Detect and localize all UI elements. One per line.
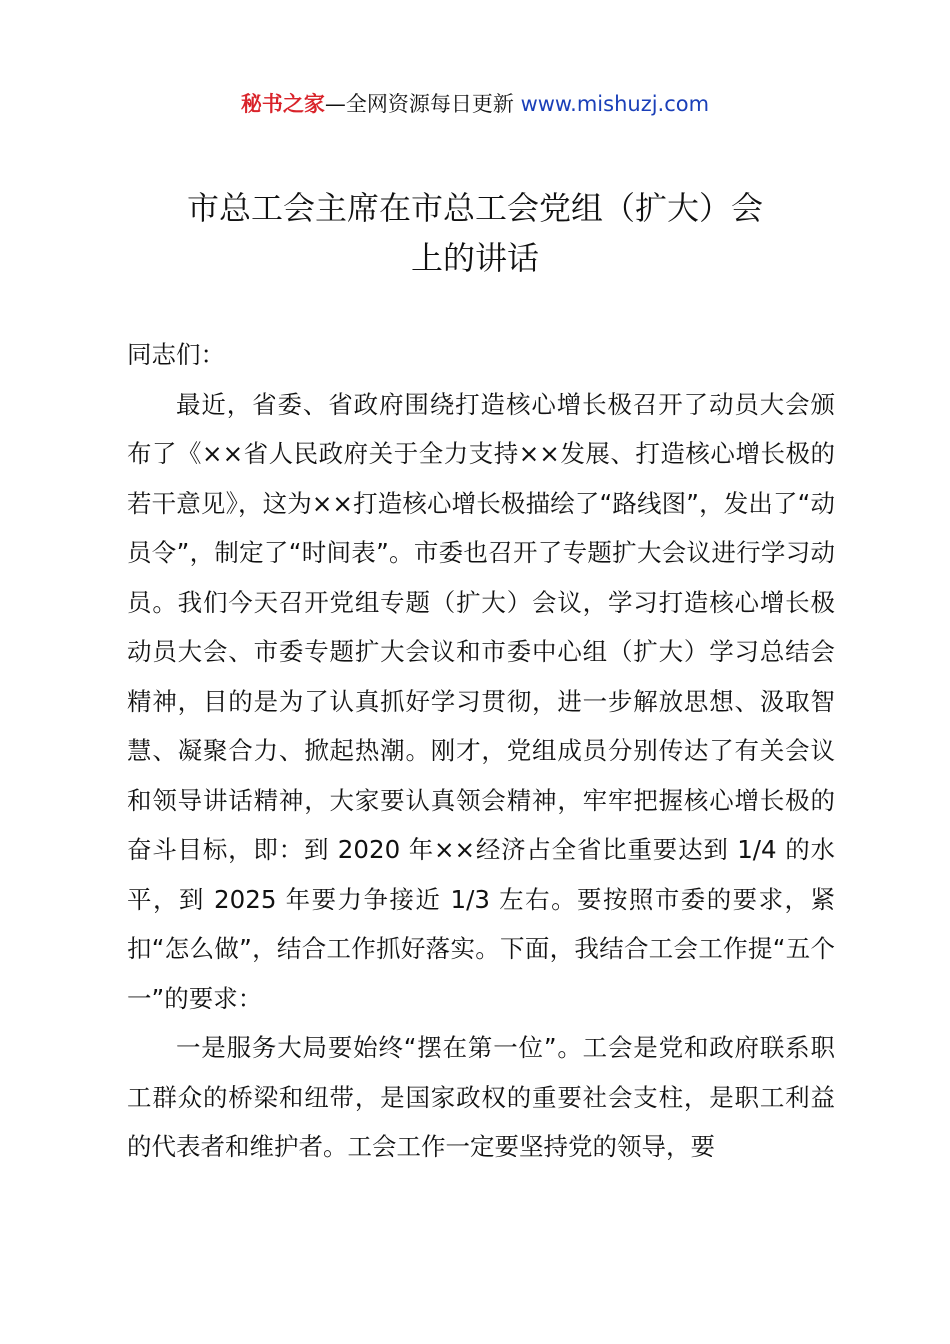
paragraph-1: 最近，省委、省政府围绕打造核心增长极召开了动员大会颁布了《××省人民政府关于全力支持××发展、打造核心增长极的若干意见》，这为××打造核心增长极描绘了“路线图”，发出了“动员令”，制定了“时间表”。市委也召开了专题扩大会议进行学习动员。我们今天召开党组专题（扩大）会议，学习打造核心增长极动员大会、市委专题扩大会议和市委中心组（扩大）学习总结会精神，目的是为了认真抓好学习贯彻，进一步解放思想、汲取智慧、凝聚合力、掀起热潮。刚才，党组成员分别传达了有关会议和领导讲话精神，大家要认真领会精神，牢牢把握核心增长极的奋斗目标，即：到 2020 年××经济占全省比重要达到 1/4 的水平，到 2025 年要力争接近 1/3 左右。要按照市委的要求，紧扣“怎么做”，结合工作抓好落实。下面，我结合工会工作提“五个一”的要求： — [127, 389, 835, 1013]
salutation: 同志们： — [127, 340, 225, 369]
title-line-1: 市总工会主席在市总工会党组（扩大）会 — [186, 189, 763, 227]
brand-name: 秘书之家 — [240, 92, 325, 116]
paragraph-2: 一是服务大局要始终“摆在第一位”。工会是党和政府联系职工群众的桥梁和纽带，是国家政权的重要社会支柱，是职工利益的代表者和维护者。工会工作一定要坚持党的领导，要 — [127, 1033, 835, 1161]
document-title — [0, 183, 950, 283]
site-url-link[interactable]: www.mishuzj.com — [520, 92, 710, 116]
title-line-2: 上的讲话 — [410, 239, 539, 277]
header-tagline: —全网资源每日更新 — [324, 92, 521, 116]
site-header — [0, 88, 950, 120]
document-body — [127, 330, 835, 1172]
